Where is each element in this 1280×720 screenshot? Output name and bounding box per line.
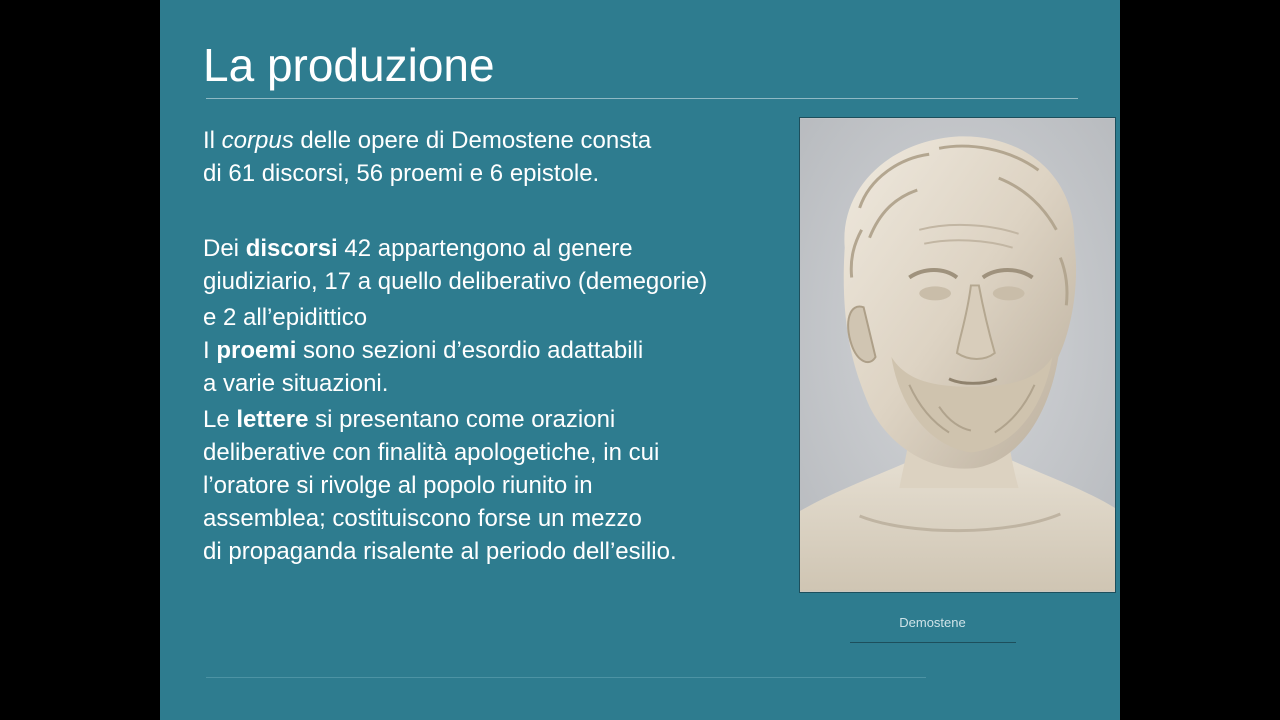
text-line: e 2 all’epidittico [203, 304, 368, 331]
text-line: Dei discorsi 42 appartengono al genere [203, 235, 633, 262]
bust-illustration [800, 118, 1115, 592]
paragraph-epidittico [203, 301, 783, 334]
text-line: I proemi sono sezioni d’esordio adattabili [203, 337, 644, 364]
demosthenes-bust-image [799, 117, 1116, 593]
text-line: assemblea; costituiscono forse un mezzo [203, 505, 642, 532]
paragraph-proemi [203, 334, 783, 400]
caption-divider [850, 642, 1016, 643]
slide-title: La produzione [203, 39, 495, 91]
paragraph-discorsi [203, 232, 783, 298]
keyword-lettere: lettere [236, 406, 309, 433]
text-line: Le lettere si presentano come orazioni [203, 406, 616, 433]
text-line: Il corpus delle opere di Demostene consta [203, 127, 652, 154]
slide-body [203, 124, 783, 568]
text-line: di 61 discorsi, 56 proemi e 6 epistole. [203, 160, 600, 187]
presentation-slide [160, 0, 1120, 720]
keyword-discorsi: discorsi [245, 235, 338, 262]
paragraph-lettere [203, 403, 783, 568]
image-caption: Demostene [899, 615, 966, 630]
text-line: l’oratore si rivolge al popolo riunito in [203, 472, 593, 499]
keyword-proemi: proemi [216, 337, 297, 364]
footer-divider [206, 677, 926, 678]
text-line: a varie situazioni. [203, 370, 389, 397]
text-line: giudiziario, 17 a quello deliberativo (demegorie) [203, 268, 708, 295]
text-line: di propaganda risalente al periodo dell’esilio. [203, 538, 677, 565]
emphasis-corpus: corpus [221, 127, 294, 154]
text-line: deliberative con finalità apologetiche, in cui [203, 439, 660, 466]
title-divider [206, 98, 1078, 99]
paragraph-corpus [203, 124, 783, 190]
